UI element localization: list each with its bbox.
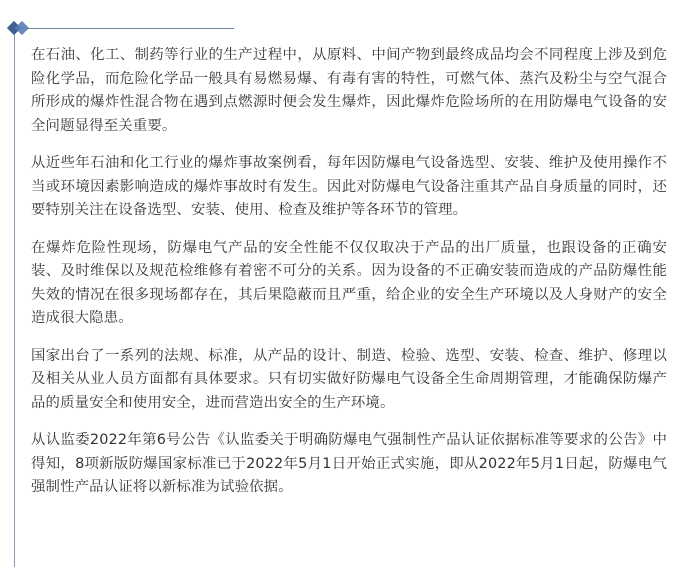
paragraph-2: 从近些年石油和化工行业的爆炸事故案例看，每年因防爆电气设备选型、安装、维护及使用操作不当或环境因素影响造成的爆炸事故时有发生。因此对防爆电气设备注重其产品自身质量的同时，还要特别关注在设备选型、安装、使用、检查及维护等各环节的管理。	[31, 155, 667, 218]
paragraph-5: 从认监委2022年第6号公告《认监委关于明确防爆电气强制性产品认证依据标准等要求的公告》中得知，8项新版防爆国家标准已于2022年5月1日开始正式实施，即从2022年5月1日起，防爆电气强制性产品认证将以新标准为试验依据。	[31, 432, 667, 495]
paragraph-4: 国家出台了一系列的法规、标准，从产品的设计、制造、检验、选型、安装、检查、维护、修理以及相关从业人员方面都有具体要求。只有切实做好防爆电气设备全生命周期管理，才能确保防爆产品的质量安全和使用安全，进而营造出安全的生产环境。	[31, 347, 667, 411]
header-rule	[14, 28, 234, 29]
left-rule	[14, 28, 15, 567]
paragraph-1: 在石油、化工、制药等行业的生产过程中，从原料、中间产物到最终成品均会不同程度上涉及到危险化学品，而危险化学品一般具有易燃易爆、有毒有害的特性，可燃气体、蒸汽及粉尘与空气混合所形成的爆炸性混合物在遇到点燃源时便会发生爆炸，因此爆炸危险场所的在用防爆电气设备的安全问题显得至关重要。	[31, 47, 667, 134]
paragraph-3: 在爆炸危险性现场，防爆电气产品的安全性能不仅仅取决于产品的出厂质量，也跟设备的正确安装、及时维保以及规范检维修有着密不可分的关系。因为设备的不正确安装而造成的产品防爆性能失效的情况在很多现场都存在，其后果隐蔽而且严重，给企业的安全生产环境以及人身财产的安全造成很大隐患。	[31, 239, 667, 326]
article-body	[31, 44, 667, 514]
